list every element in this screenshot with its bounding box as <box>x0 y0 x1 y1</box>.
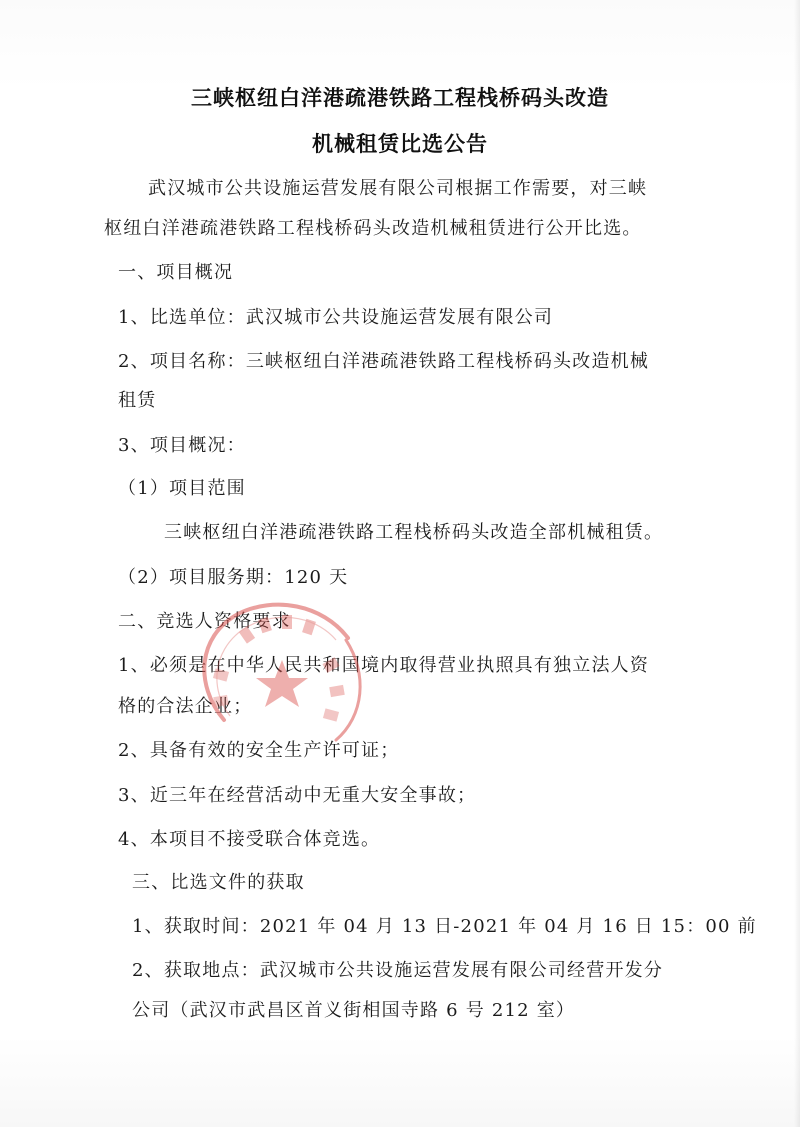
section-heading-documents: 三、比选文件的获取 <box>132 872 305 893</box>
scope-heading: （1）项目范围 <box>118 478 246 499</box>
overview-item-summary: 3、项目概况： <box>118 435 246 456</box>
intro-paragraph-line-2: 枢纽白洋港疏港铁路工程栈桥码头改造机械租赁进行公开比选。 <box>104 218 642 239</box>
overview-item-name-line-2: 租赁 <box>118 390 157 411</box>
qualification-item-3: 3、近三年在经营活动中无重大安全事故； <box>118 785 477 806</box>
qualification-item-4: 4、本项目不接受联合体竞选。 <box>118 829 381 850</box>
official-seal-stamp <box>186 598 376 760</box>
section-heading-overview: 一、项目概况 <box>118 262 234 283</box>
documents-location-line-2: 公司（武汉市武昌区首义街相国寺路 6 号 212 室） <box>132 1000 576 1021</box>
intro-paragraph-line-1: 武汉城市公共设施运营发展有限公司根据工作需要，对三峡 <box>148 178 648 199</box>
document-title-line-1: 三峡枢纽白洋港疏港铁路工程栈桥码头改造 <box>191 85 609 110</box>
scope-text: 三峡枢纽白洋港疏港铁路工程栈桥码头改造全部机械租赁。 <box>164 522 664 543</box>
overview-item-unit: 1、比选单位：武汉城市公共设施运营发展有限公司 <box>118 307 554 328</box>
qualification-item-1-line-2: 格的合法企业； <box>118 696 253 717</box>
overview-item-name-line-1: 2、项目名称：三峡枢纽白洋港疏港铁路工程栈桥码头改造机械 <box>118 351 650 372</box>
service-period: （2）项目服务期：120 天 <box>118 567 349 588</box>
page-edge-shadow <box>794 0 800 1127</box>
section-heading-qualifications: 二、竞选人资格要求 <box>118 611 291 632</box>
qualification-item-1-line-1: 1、必须是在中华人民共和国境内取得营业执照具有独立法人资 <box>118 655 650 676</box>
documents-location-line-1: 2、获取地点：武汉城市公共设施运营发展有限公司经营开发分 <box>132 960 664 981</box>
qualification-item-2: 2、具备有效的安全生产许可证； <box>118 740 400 761</box>
document-title-line-2: 机械租赁比选公告 <box>312 131 488 156</box>
documents-time: 1、获取时间：2021 年 04 月 13 日-2021 年 04 月 16 日 15：00 前 <box>132 916 757 937</box>
